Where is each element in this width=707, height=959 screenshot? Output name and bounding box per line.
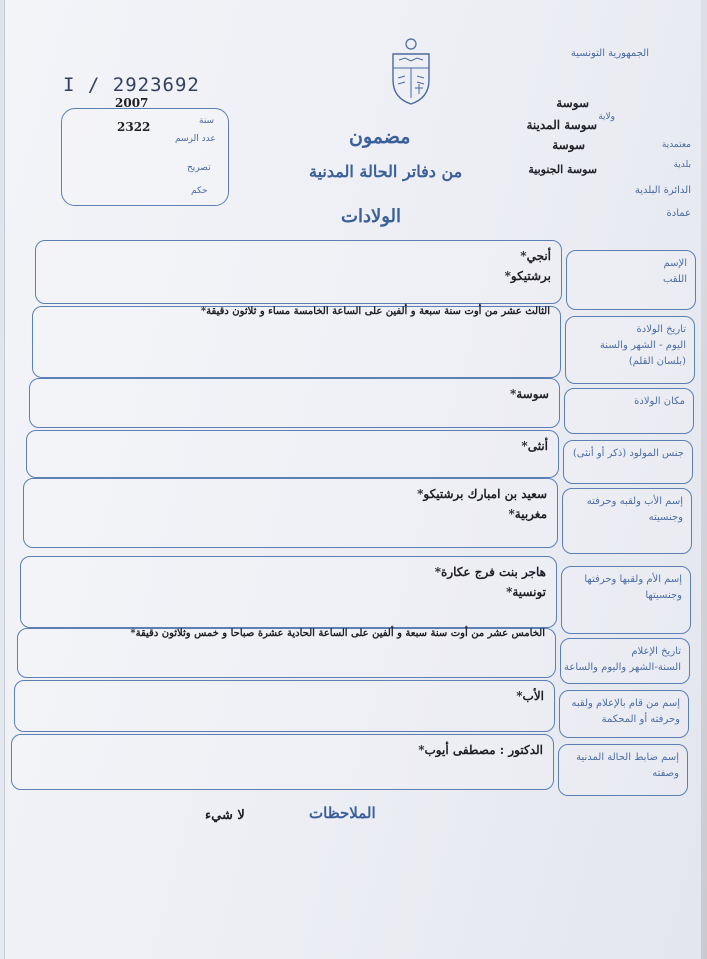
declaration-label: تصريح [187, 163, 211, 173]
title-line2: من دفاتر الحالة المدنية [309, 162, 463, 181]
motamadia-value-1: سوسة المدينة [526, 118, 597, 132]
remarks-label: الملاحظات [309, 804, 376, 822]
field-value: الأب* [516, 689, 544, 703]
motamadia-value-2: سوسة [552, 138, 585, 152]
number-value: 2322 [117, 120, 151, 134]
field-label: إسم الأب ولقبه وحرفته وجنسيته [586, 496, 683, 523]
year-label: سنة [199, 116, 215, 126]
field-label: إسم الأم ولقبها وحرفتها وجنسيتها [584, 574, 682, 601]
section-title: الولادات [341, 206, 402, 227]
field-label: الإسم اللقب [662, 258, 687, 285]
number-label: عدد الرسم [175, 134, 216, 144]
remarks-value: لا شيء [205, 808, 245, 823]
field-label: مكان الولادة [634, 396, 685, 407]
field-label: جنس المولود (ذكر أو أنثى) [572, 448, 684, 459]
field-label: إسم ضابط الحالة المدنية وصفته [576, 752, 679, 779]
field-value: هاجر بنت فرج عكارة* تونسية* [434, 565, 546, 599]
value-box [26, 430, 559, 478]
field-value: أنثى* [521, 439, 548, 453]
field-label: تاريخ الولادة اليوم - الشهر والسنة (بلسان القلم) [599, 324, 686, 367]
field-value: سعيد بن امبارك برشتيكو* مغربية* [417, 487, 547, 521]
value-box [35, 240, 562, 304]
field-value: أنجي* برشتيكو* [504, 249, 551, 283]
value-box [14, 680, 555, 732]
field-value: الثالث عشر من أوت سنة سبعة و ألفين على الساعة الخامسة مساء و ثلاثون دقيقة* [200, 306, 550, 317]
field-label: إسم من قام بالإعلام ولقبه وحرفته أو المحكمة [571, 698, 680, 725]
serial-number: I / 2923692 [63, 74, 200, 96]
wilaya-value: سوسة [556, 96, 589, 110]
motamadia-label: معتمدية [661, 140, 691, 150]
title-line1: مضمون [349, 126, 411, 148]
omada-label: عمادة [666, 208, 691, 219]
value-box [29, 378, 560, 428]
republic-label: الجمهورية التونسية [570, 48, 649, 59]
daira-label: الدائرة البلدية [634, 185, 691, 196]
baladia-value: سوسة الجنوبية [528, 163, 597, 176]
birth-certificate-sheet [4, 0, 701, 959]
tunisia-coat-of-arms-icon [385, 38, 437, 106]
field-label: تاريخ الإعلام السنة-الشهر واليوم والساعة [564, 646, 681, 673]
year-value: 2007 [115, 96, 149, 110]
wilaya-label: ولاية [598, 112, 615, 122]
field-value: الدكتور : مصطفى أيوب* [418, 743, 543, 757]
baladia-label: بلدية [673, 160, 691, 170]
judgment-label: حكم [191, 186, 208, 196]
field-value: الخامس عشر من أوت سنة سبعة و ألفين على الساعة الحادية عشرة صباحا و خمس وثلاثون دقيقة* [130, 628, 545, 639]
field-value: سوسة* [509, 387, 549, 401]
